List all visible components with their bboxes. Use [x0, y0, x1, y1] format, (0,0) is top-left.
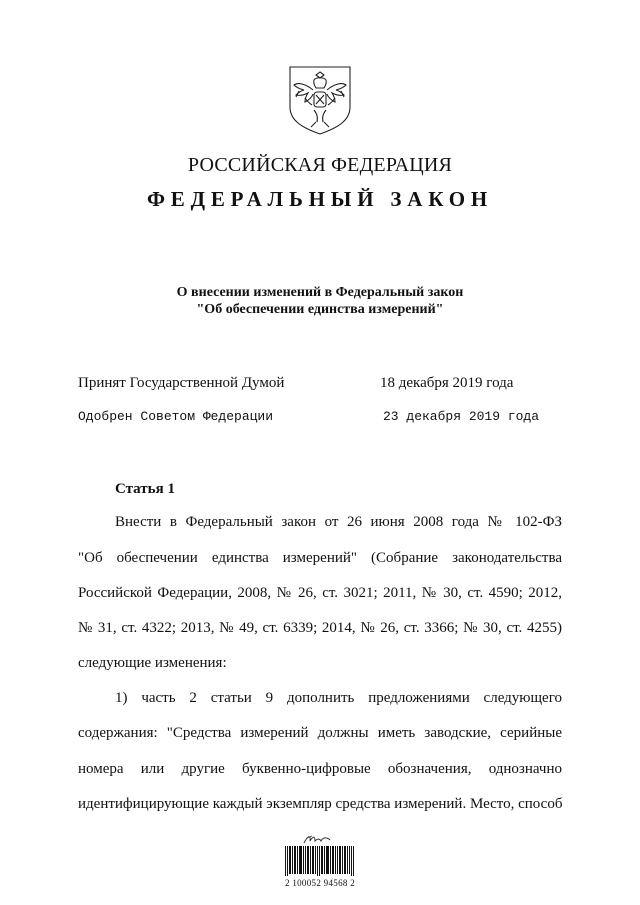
article-heading: Статья 1 — [115, 481, 175, 497]
federation-council-date: 23 декабря 2019 года — [383, 409, 540, 424]
article-text-line: Российской Федерации, 2008, № 26, ст. 3021; 2011, № 30, ст. 4590; 2012, — [78, 585, 562, 601]
article-text-line: Внести в Федеральный закон от 26 июня 2008 года № 102-ФЗ — [115, 514, 562, 530]
handwritten-signature-icon — [303, 832, 331, 844]
duma-adoption-label: Принят Государственной Думой — [78, 375, 285, 391]
law-title-line-1: О внесении изменений в Федеральный закон — [176, 285, 464, 300]
article-text-line: "Об обеспечении единства измерений" (Собрание законодательства — [78, 550, 562, 566]
duma-adoption-date: 18 декабря 2019 года — [380, 375, 514, 391]
state-name: РОССИЙСКАЯ ФЕДЕРАЦИЯ — [187, 154, 453, 176]
amendment-text-line: номера или другие буквенно-цифровые обозначения, однозначно — [78, 761, 562, 777]
amendment-text-line: содержания: "Средства измерений должны иметь заводские, серийные — [78, 725, 562, 741]
article-text-line: следующие изменения: — [78, 655, 227, 671]
amendment-text-line: идентифицирующие каждый экземпляр средства измерений. Место, способ — [78, 796, 562, 812]
barcode-icon — [285, 846, 355, 876]
article-text-line: № 31, ст. 4322; 2013, № 49, ст. 6339; 2014, № 26, ст. 3366; № 30, ст. 4255) — [78, 620, 562, 636]
federation-council-label: Одобрен Советом Федерации — [78, 409, 274, 424]
barcode-number: 2 100052 94568 2 — [284, 878, 356, 888]
law-title-line-2: "Об обеспечении единства измерений" — [196, 302, 444, 317]
amendment-text-line: 1) часть 2 статьи 9 дополнить предложениями следующего — [115, 690, 562, 706]
document-type: ФЕДЕРАЛЬНЫЙ ЗАКОН — [146, 187, 494, 211]
russian-coat-of-arms-icon — [287, 64, 353, 136]
